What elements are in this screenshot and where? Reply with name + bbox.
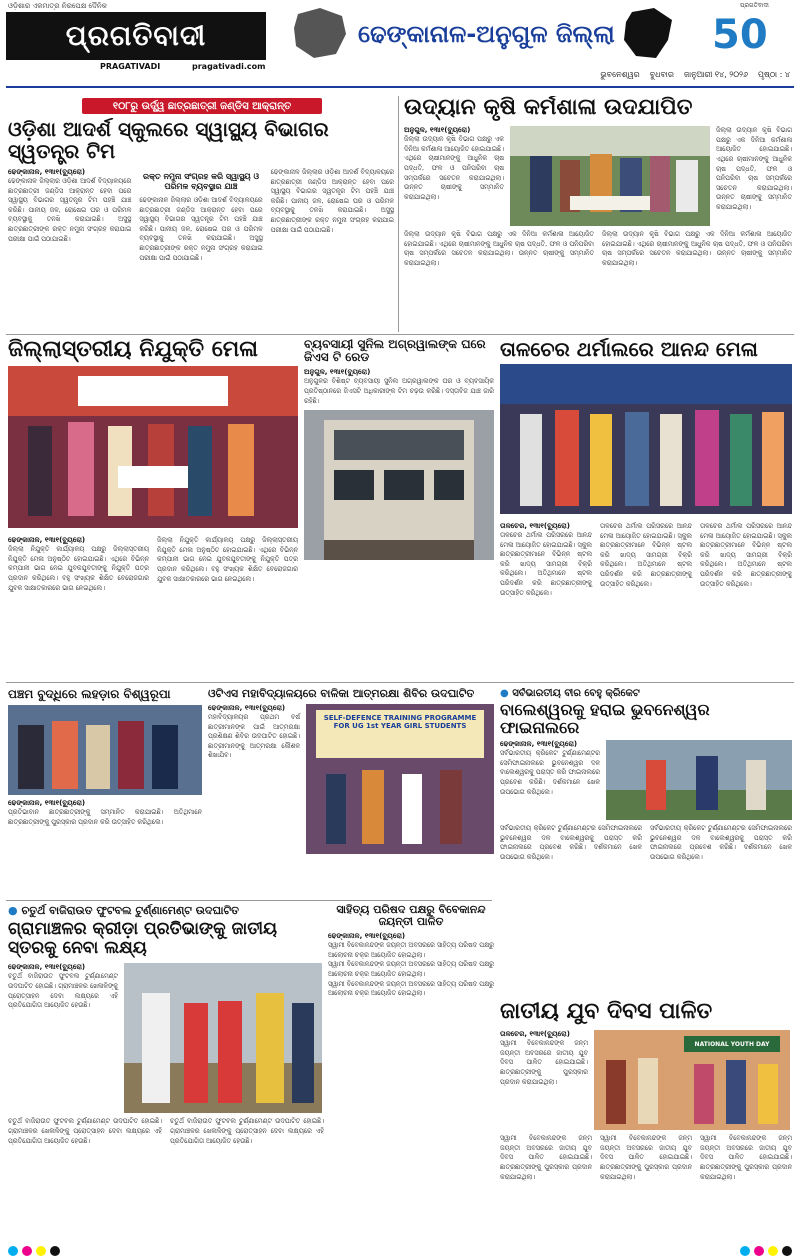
horticulture-article[interactable] — [404, 96, 792, 332]
literature-body-3: ସ୍ୱାମୀ ବିବେକାନନ୍ଦଙ୍କ ଜୟନ୍ତୀ ଅବସରରେ ସାହିତ୍ୟ ପରିଷଦ ପକ୍ଷରୁ ଆଲୋଚନା ଚକ୍ର ଆୟୋଜିତ ହୋଇଥିଲା। — [328, 979, 494, 998]
talcher-fair-article[interactable] — [500, 338, 792, 678]
talent-article[interactable] — [8, 688, 202, 878]
horticulture-body: ଜିଲ୍ଲା ଉଦ୍ୟାନ କୃଷି ବିଭାଗ ପକ୍ଷରୁ ଏକ ଦିନିଆ କର୍ମଶାଳା ଆୟୋଜିତ ହୋଇଯାଇଛି। ଏଥିରେ ଚାଷୀମାନଙ୍କୁ ଆଧୁନିକ ଚାଷ ପଦ୍ଧତି, ଫଳ ଓ ପନିପରିବା ଚାଷ ସମ୍ପର୍କରେ ସଚେତନ କରାଯାଇଥିଲା। ଉନ୍ନତ ଚାଷୀଙ୍କୁ ସମ୍ମାନିତ କରାଯାଇଥିଲା। — [404, 135, 504, 201]
talent-headline[interactable]: ପଞ୍ଚମ ବୁଦ୍ଧିରେ ଲହଡ଼ାର ବିଶ୍ୱରୂପା — [8, 688, 171, 701]
black-mark — [50, 1246, 60, 1256]
district-title: ଢେଙ୍କାନାଳ-ଅନୁଗୁଳ ଜିଲ୍ଲା — [358, 20, 615, 48]
masthead-rule — [6, 86, 794, 88]
youth-day-photo[interactable] — [594, 1030, 790, 1130]
job-fair-headline[interactable]: ଜିଲ୍ଲାସ୍ତରୀୟ ନିଯୁକ୍ତି ମେଳା — [8, 338, 258, 362]
gst-raid-photo[interactable] — [304, 410, 494, 560]
self-defence-article[interactable] — [208, 688, 494, 878]
job-fair-photo[interactable] — [8, 366, 298, 528]
talent-byline: ଢେଙ୍କାନାଳ, ୧୩ା୧(ବ୍ୟୁରୋ) — [8, 799, 86, 808]
cricket-kicker — [500, 688, 792, 699]
district-map-icon — [618, 6, 678, 62]
job-fair-body: ଜିଲ୍ଲା ନିଯୁକ୍ତି କାର୍ଯ୍ୟାଳୟ ପକ୍ଷରୁ ଜିଲ୍ଲାସ୍ତରୀୟ ନିଯୁକ୍ତି ମେଳା ଅନୁଷ୍ଠିତ ହୋଇଯାଇଛି। ଏଥିରେ ବିଭିନ୍ନ କମ୍ପାନୀ ଭାଗ ନେଇ ଯୁବକଯୁବତୀଙ୍କୁ ନିଯୁକ୍ତି ପତ୍ର ପ୍ରଦାନ କରିଥିଲେ। ବହୁ ସଂଖ୍ୟକ ଶିକ୍ଷିତ ବେରୋଜଗାର ଯୁବକ ସାକ୍ଷାତକାରରେ ଭାଗ ନେଇଥିଲେ। — [8, 545, 149, 592]
masthead — [0, 0, 800, 86]
job-fair-byline: ଢେଙ୍କାନାଳ, ୧୩ା୧(ବ୍ୟୁରୋ) — [8, 536, 86, 545]
talcher-fair-byline: ତାଳଚେର, ୧୩ା୧(ବ୍ୟୁରୋ) — [500, 522, 570, 530]
horticulture-photo[interactable] — [510, 126, 710, 226]
cricket-byline: ଢେଙ୍କାନାଳ, ୧୩ା୧(ବ୍ୟୁରୋ) — [500, 740, 578, 749]
masthead-tagline: ଓଡ଼ିଶାର ଏକମାତ୍ର ନିରପେକ୍ଷ ଦୈନିକ — [8, 2, 107, 10]
gst-raid-headline[interactable]: ବ୍ୟବସାୟୀ ସୁନିଲ ଅଗ୍ରୱାଲଙ୍କ ଘରେ ଜିଏସ ଟି ରେଡ — [304, 338, 486, 365]
youth-day-headline[interactable]: ଜାତୀୟ ଯୁବ ଦିବସ ପାଳିତ — [500, 1000, 713, 1024]
anniversary-number: 50 — [712, 12, 768, 58]
date-full: ଜାନୁଆରୀ ୧୪, ୨୦୨୬ — [683, 70, 749, 79]
school-team-headline[interactable]: ଓଡ଼ିଶା ଆଦର୍ଶ ସ୍କୁଲରେ ସ୍ୱାସ୍ଥ୍ୟ ବିଭାଗର ସ୍ୱତନ୍ତ୍ର ଟିମ — [8, 118, 329, 163]
talcher-fair-body-2: ତାଳଚେର ଥର୍ମାଲ ପରିସରରେ ଆନନ୍ଦ ମେଳା ଆୟୋଜିତ ହୋଇଯାଇଛି। ସ୍କୁଲ ଛାତ୍ରଛାତ୍ରୀମାନେ ବିଭିନ୍ନ ଷ୍ଟଲ କରି ଖାଦ୍ୟ ସାମଗ୍ରୀ ବିକ୍ରି କରିଥିଲେ। ଅତିଥିମାନେ ଷ୍ଟଲ ପରିଦର୍ଶନ କରି ଛାତ୍ରଛାତ୍ରୀଙ୍କୁ ଉତ୍ସାହିତ କରିଥିଲେ। — [600, 522, 692, 588]
school-team-body: ଢେଙ୍କାନାଳ ଜିଲ୍ଲାର ଓଡ଼ିଶା ଆଦର୍ଶ ବିଦ୍ୟାଳୟରେ ଛାତ୍ରଛାତ୍ରୀ ଜଣ୍ଡିସ ଆକ୍ରାନ୍ତ ହେବା ପରେ ସ୍ୱାସ୍ଥ୍ୟ ବିଭାଗର ସ୍ୱତନ୍ତ୍ର ଟିମ ପହଞ୍ଚି ଯାଞ୍ଚ କରିଛି। ପାନୀୟ ଜଳ, ରୋଷେଇ ଘର ଓ ପରିମଳ ବ୍ୟବସ୍ଥାକୁ ତନଖି କରାଯାଇଛି। ଅସୁସ୍ଥ ଛାତ୍ରଛାତ୍ରୀଙ୍କ ରକ୍ତ ନମୁନା ସଂଗ୍ରହ କରାଯାଇ ପରୀକ୍ଷା ପାଇଁ ପଠାଯାଇଛି। — [8, 177, 132, 243]
yellow-mark — [36, 1246, 46, 1256]
cricket-article[interactable] — [500, 688, 792, 894]
cyan-mark — [8, 1246, 18, 1256]
horticulture-body-4: ଜିଲ୍ଲା ଉଦ୍ୟାନ କୃଷି ବିଭାଗ ପକ୍ଷରୁ ଏକ ଦିନିଆ କର୍ମଶାଳା ଆୟୋଜିତ ହୋଇଯାଇଛି। ଏଥିରେ ଚାଷୀମାନଙ୍କୁ ଆଧୁନିକ ଚାଷ ପଦ୍ଧତି, ଫଳ ଓ ପନିପରିବା ଚାଷ ସମ୍ପର୍କରେ ସଚେତନ କରାଯାଇଥିଲା। ଉନ୍ନତ ଚାଷୀଙ୍କୁ ସମ୍ମାନିତ କରାଯାଇଥିଲା। — [602, 230, 792, 267]
school-team-article[interactable] — [8, 118, 394, 332]
cricket-kicker-text: ସର୍ବଭାରତୀୟ ବୀର ବେହୁ କ୍ରିକେଟ — [512, 688, 640, 699]
literature-byline: ଢେଙ୍କାନାଳ, ୧୩ା୧(ବ୍ୟୁରୋ) — [328, 932, 406, 941]
job-fair-article[interactable] — [8, 338, 298, 678]
bullet-icon: ● — [8, 904, 18, 917]
talent-photo[interactable] — [8, 705, 202, 795]
yellow-mark — [768, 1246, 778, 1256]
literature-body: ସ୍ୱାମୀ ବିବେକାନନ୍ଦଙ୍କ ଜୟନ୍ତୀ ଅବସରରେ ସାହିତ୍ୟ ପରିଷଦ ପକ୍ଷରୁ ଆଲୋଚନା ଚକ୍ର ଆୟୋଜିତ ହୋଇଥିଲା। — [328, 941, 494, 959]
page-number: ପୃଷ୍ଠା : ୪ — [758, 70, 790, 79]
football-headline[interactable]: ଗ୍ରାମାଞ୍ଚଳର କ୍ରୀଡ଼ା ପ୍ରତିଭାଙ୍କୁ ଜାତୀୟ ସ୍ତରକୁ ନେବା ଲକ୍ଷ୍ୟ — [8, 919, 278, 958]
magenta-mark — [754, 1246, 764, 1256]
youth-day-body: ସ୍ୱାମୀ ବିବେକାନନ୍ଦଙ୍କ ଜନ୍ମ ଜୟନ୍ତୀ ଅବସରରେ ଜାତୀୟ ଯୁବ ଦିବସ ପାଳିତ ହୋଇଯାଇଛି। ଛାତ୍ରଛାତ୍ରୀଙ୍କୁ ପୁରସ୍କାର ପ୍ରଦାନ କରାଯାଇଥିଲା। — [500, 1039, 588, 1086]
talcher-fair-photo[interactable] — [500, 364, 792, 514]
cricket-body-2: ସର୍ବଭାରତୀୟ କ୍ରିକେଟ ଟୁର୍ଣ୍ଣାମେଣ୍ଟର ସେମିଫାଇନାଲରେ ଭୁବନେଶ୍ୱର ଦଳ ବାଲେଶ୍ୱରକୁ ପରାସ୍ତ କରି ଫାଇନାଲରେ ପ୍ରବେଶ କରିଛି। ଦର୍ଶକମାନେ ଖେଳ ଉପଭୋଗ କରିଥିଲେ। — [500, 824, 642, 861]
cricket-body: ସର୍ବଭାରତୀୟ କ୍ରିକେଟ ଟୁର୍ଣ୍ଣାମେଣ୍ଟର ସେମିଫାଇନାଲରେ ଭୁବନେଶ୍ୱର ଦଳ ବାଲେଶ୍ୱରକୁ ପରାସ୍ତ କରି ଫାଇନାଲରେ ପ୍ରବେଶ କରିଛି। ଦର୍ଶକମାନେ ଖେଳ ଉପଭୋଗ କରିଥିଲେ। — [500, 749, 600, 796]
gst-raid-byline: ଅନୁଗୁଳ, ୧୩ା୧(ବ୍ୟୁରୋ) — [304, 368, 371, 377]
youth-day-banner: NATIONAL YOUTH DAY — [684, 1036, 780, 1052]
youth-day-body-2: ସ୍ୱାମୀ ବିବେକାନନ୍ଦଙ୍କ ଜନ୍ମ ଜୟନ୍ତୀ ଅବସରରେ ଜାତୀୟ ଯୁବ ଦିବସ ପାଳିତ ହୋଇଯାଇଛି। ଛାତ୍ରଛାତ୍ରୀଙ୍କୁ ପୁରସ୍କାର ପ୍ରଦାନ କରାଯାଇଥିଲା। — [500, 1134, 592, 1181]
school-team-byline: ଢେଙ୍କାନାଳ, ୧୩ା୧(ବ୍ୟୁରୋ) — [8, 168, 86, 176]
youth-day-body-4: ସ୍ୱାମୀ ବିବେକାନନ୍ଦଙ୍କ ଜନ୍ମ ଜୟନ୍ତୀ ଅବସରରେ ଜାତୀୟ ଯୁବ ଦିବସ ପାଳିତ ହୋଇଯାଇଛି। ଛାତ୍ରଛାତ୍ରୀଙ୍କୁ ପୁରସ୍କାର ପ୍ରଦାନ କରାଯାଇଥିଲା। — [700, 1134, 792, 1181]
job-fair-body-2: ଜିଲ୍ଲା ନିଯୁକ୍ତି କାର୍ଯ୍ୟାଳୟ ପକ୍ଷରୁ ଜିଲ୍ଲାସ୍ତରୀୟ ନିଯୁକ୍ତି ମେଳା ଅନୁଷ୍ଠିତ ହୋଇଯାଇଛି। ଏଥିରେ ବିଭିନ୍ନ କମ୍ପାନୀ ଭାଗ ନେଇ ଯୁବକଯୁବତୀଙ୍କୁ ନିଯୁକ୍ତି ପତ୍ର ପ୍ରଦାନ କରିଥିଲେ। ବହୁ ସଂଖ୍ୟକ ଶିକ୍ଷିତ ବେରୋଜଗାର ଯୁବକ ସାକ୍ଷାତକାରରେ ଭାଗ ନେଇଥିଲେ। — [157, 536, 298, 583]
section-divider — [6, 334, 794, 335]
school-team-subhead: ରକ୍ତ ନମୁନା ସଂଗ୍ରହ କରି ସ୍ୱାସ୍ଥ୍ୟ ଓ ପରିମଳ ବ୍ୟବସ୍ଥାର ଯାଞ୍ଚ — [143, 172, 259, 191]
self-defence-headline[interactable]: ଓଟିଏସ ମହାବିଦ୍ୟାଳୟରେ ବାଳିକା ଆତ୍ମରକ୍ଷା ଶିବିର ଉଦଘାଟିତ — [208, 688, 475, 700]
horticulture-body-3: ଜିଲ୍ଲା ଉଦ୍ୟାନ କୃଷି ବିଭାଗ ପକ୍ଷରୁ ଏକ ଦିନିଆ କର୍ମଶାଳା ଆୟୋଜିତ ହୋଇଯାଇଛି। ଏଥିରେ ଚାଷୀମାନଙ୍କୁ ଆଧୁନିକ ଚାଷ ପଦ୍ଧତି, ଫଳ ଓ ପନିପରିବା ଚାଷ ସମ୍ପର୍କରେ ସଚେତନ କରାଯାଇଥିଲା। ଉନ୍ନତ ଚାଷୀଙ୍କୁ ସମ୍ମାନିତ କରାଯାଇଥିଲା। — [404, 230, 594, 267]
section-divider-3 — [6, 900, 492, 901]
date-city: ଭୁବନେଶ୍ୱର — [600, 70, 640, 79]
youth-day-byline: ତାଳଚେର, ୧୩ା୧(ବ୍ୟୁରୋ) — [500, 1030, 570, 1039]
self-defence-body: ମହାବିଦ୍ୟାଳୟର ପ୍ରଥମ ବର୍ଷ ଛାତ୍ରୀମାନଙ୍କ ପାଇଁ ଆତ୍ମରକ୍ଷା ପ୍ରଶିକ୍ଷଣ ଶିବିର ଉଦଘାଟିତ ହୋଇଛି। ଛାତ୍ରୀମାନଙ୍କୁ ଆତ୍ମରକ୍ଷା କୌଶଳ ଶିଖାଯିବ। — [208, 713, 300, 760]
date-bar — [560, 70, 790, 84]
self-defence-photo[interactable] — [306, 704, 494, 854]
horticulture-photo-image — [510, 126, 710, 226]
football-article[interactable] — [8, 904, 324, 1244]
gst-raid-article[interactable] — [304, 338, 494, 678]
section-divider-2 — [6, 682, 794, 683]
cricket-headline[interactable]: ବାଲେଶ୍ୱରକୁ ହରାଇ ଭୁବନେଶ୍ୱର ଫାଇନାଲରେ — [500, 700, 710, 737]
horticulture-body-2: ଜିଲ୍ଲା ଉଦ୍ୟାନ କୃଷି ବିଭାଗ ପକ୍ଷରୁ ଏକ ଦିନିଆ କର୍ମଶାଳା ଆୟୋଜିତ ହୋଇଯାଇଛି। ଏଥିରେ ଚାଷୀମାନଙ୍କୁ ଆଧୁନିକ ଚାଷ ପଦ୍ଧତି, ଫଳ ଓ ପନିପରିବା ଚାଷ ସମ୍ପର୍କରେ ସଚେତନ କରାଯାଇଥିଲା। ଉନ୍ନତ ଚାଷୀଙ୍କୁ ସମ୍ମାନିତ କରାଯାଇଥିଲା। — [716, 126, 792, 211]
talcher-fair-body-3: ତାଳଚେର ଥର୍ମାଲ ପରିସରରେ ଆନନ୍ଦ ମେଳା ଆୟୋଜିତ ହୋଇଯାଇଛି। ସ୍କୁଲ ଛାତ୍ରଛାତ୍ରୀମାନେ ବିଭିନ୍ନ ଷ୍ଟଲ କରି ଖାଦ୍ୟ ସାମଗ୍ରୀ ବିକ୍ରି କରିଥିଲେ। ଅତିଥିମାନେ ଷ୍ଟଲ ପରିଦର୍ଶନ କରି ଛାତ୍ରଛାତ୍ରୀଙ୍କୁ ଉତ୍ସାହିତ କରିଥିଲେ। — [700, 522, 792, 588]
literature-article[interactable] — [328, 904, 494, 1244]
logo-subtitle: PRAGATIVADI — [100, 62, 161, 71]
horticulture-headline[interactable]: ଉଦ୍ୟାନ କୃଷି କର୍ମଶାଳା ଉଦଯାପିତ — [404, 96, 693, 120]
football-body: ଚତୁର୍ଥ ବାଜିରାଉତ ଫୁଟବଲ ଟୁର୍ଣ୍ଣାମେଣ୍ଟ ଉଦଘାଟିତ ହୋଇଛି। ଗ୍ରାମାଞ୍ଚଳର ଖେଳାଳିଙ୍କୁ ପ୍ରୋତ୍ସାହନ ଦେବା ଲକ୍ଷ୍ୟରେ ଏହି ପ୍ରତିଯୋଗିତା ଆୟୋଜିତ ହେଉଛି। — [8, 972, 118, 1010]
football-body-2: ଚତୁର୍ଥ ବାଜିରାଉତ ଫୁଟବଲ ଟୁର୍ଣ୍ଣାମେଣ୍ଟ ଉଦଘାଟିତ ହୋଇଛି। ଗ୍ରାମାଞ୍ଚଳର ଖେଳାଳିଙ୍କୁ ପ୍ରୋତ୍ସାହନ ଦେବା ଲକ୍ଷ୍ୟରେ ଏହି ପ୍ରତିଯୋଗିତା ଆୟୋଜିତ ହେଉଛି। — [8, 1117, 162, 1145]
football-photo[interactable] — [124, 963, 322, 1113]
talent-body: ପ୍ରତିଭାବାନ ଛାତ୍ରଛାତ୍ରୀଙ୍କୁ ସମ୍ମାନିତ କରାଯାଇଛି। ଅତିଥିମାନେ ଛାତ୍ରଛାତ୍ରୀଙ୍କୁ ପୁରସ୍କାର ପ୍ରଦାନ କରି ଉତ୍ସାହିତ କରିଥିଲେ। — [8, 808, 202, 826]
newspaper-logo[interactable]: ପ୍ରଗତିବାଦୀ — [6, 12, 266, 60]
youth-day-body-3: ସ୍ୱାମୀ ବିବେକାନନ୍ଦଙ୍କ ଜନ୍ମ ଜୟନ୍ତୀ ଅବସରରେ ଜାତୀୟ ଯୁବ ଦିବସ ପାଳିତ ହୋଇଯାଇଛି। ଛାତ୍ରଛାତ୍ରୀଙ୍କୁ ପୁରସ୍କାର ପ୍ରଦାନ କରାଯାଇଥିଲା। — [600, 1134, 692, 1181]
bullet-icon: ● — [500, 688, 509, 699]
youth-day-article[interactable] — [500, 1000, 792, 1244]
school-team-body-3: ଢେଙ୍କାନାଳ ଜିଲ୍ଲାର ଓଡ଼ିଶା ଆଦର୍ଶ ବିଦ୍ୟାଳୟରେ ଛାତ୍ରଛାତ୍ରୀ ଜଣ୍ଡିସ ଆକ୍ରାନ୍ତ ହେବା ପରେ ସ୍ୱାସ୍ଥ୍ୟ ବିଭାଗର ସ୍ୱତନ୍ତ୍ର ଟିମ ପହଞ୍ଚି ଯାଞ୍ଚ କରିଛି। ପାନୀୟ ଜଳ, ରୋଷେଇ ଘର ଓ ପରିମଳ ବ୍ୟବସ୍ଥାକୁ ତନଖି କରାଯାଇଛି। ଅସୁସ୍ଥ ଛାତ୍ରଛାତ୍ରୀଙ୍କ ରକ୍ତ ନମୁନା ସଂଗ୍ରହ କରାଯାଇ ପରୀକ୍ଷା ପାଇଁ ପଠାଯାଇଛି। — [270, 168, 394, 234]
football-kicker — [8, 904, 324, 918]
football-byline: ଢେଙ୍କାନାଳ, ୧୩ା୧(ବ୍ୟୁରୋ) — [8, 963, 86, 972]
cricket-photo[interactable] — [606, 740, 792, 820]
column-divider — [398, 96, 399, 332]
literature-body-2: ସ୍ୱାମୀ ବିବେକାନନ୍ଦଙ୍କ ଜୟନ୍ତୀ ଅବସରରେ ସାହିତ୍ୟ ପରିଷଦ ପକ୍ଷରୁ ଆଲୋଚନା ଚକ୍ର ଆୟୋଜିତ ହୋଇଥିଲା। — [328, 960, 494, 978]
gst-raid-body: ଅନୁଗୁଳର ବିଶିଷ୍ଟ ବ୍ୟବସାୟୀ ସୁନିଲ ଅଗ୍ରୱାଲଙ୍କ ଘର ଓ ବ୍ୟବସାୟିକ ପ୍ରତିଷ୍ଠାନରେ ଜିଏସଟି ଅଧିକାରୀଙ୍କ ଟିମ ଚଢ଼ଉ କରିଛି। ଦସ୍ତାବିଜ ଯାଞ୍ଚ ଜାରି ରହିଛି। — [304, 377, 494, 405]
anniversary-label: ପ୍ରଗତିବାଦୀ — [740, 2, 769, 9]
black-mark — [782, 1246, 792, 1256]
self-defence-byline: ଢେଙ୍କାନାଳ, ୧୩ା୧(ବ୍ୟୁରୋ) — [208, 704, 286, 713]
talcher-fair-body: ତାଳଚେର ଥର୍ମାଲ ପରିସରରେ ଆନନ୍ଦ ମେଳା ଆୟୋଜିତ ହୋଇଯାଇଛି। ସ୍କୁଲ ଛାତ୍ରଛାତ୍ରୀମାନେ ବିଭିନ୍ନ ଷ୍ଟଲ କରି ଖାଦ୍ୟ ସାମଗ୍ରୀ ବିକ୍ରି କରିଥିଲେ। ଅତିଥିମାନେ ଷ୍ଟଲ ପରିଦର୍ଶନ କରି ଛାତ୍ରଛାତ୍ରୀଙ୍କୁ ଉତ୍ସାହିତ କରିଥିଲେ। — [500, 531, 592, 597]
talcher-fair-headline[interactable]: ତାଳଚେର ଥର୍ମାଲରେ ଆନନ୍ଦ ମେଳା — [500, 338, 758, 361]
date-day: ବୁଧବାର — [649, 70, 674, 79]
football-kicker-text: ଚତୁର୍ଥ ବାଜିରାଉତ ଫୁଟବଲ ଟୁର୍ଣ୍ଣାମେଣ୍ଟ ଉଦଘାଟିତ — [21, 904, 239, 917]
cyan-mark — [740, 1246, 750, 1256]
cricket-body-3: ସର୍ବଭାରତୀୟ କ୍ରିକେଟ ଟୁର୍ଣ୍ଣାମେଣ୍ଟର ସେମିଫାଇନାଲରେ ଭୁବନେଶ୍ୱର ଦଳ ବାଲେଶ୍ୱରକୁ ପରାସ୍ତ କରି ଫାଇନାଲରେ ପ୍ରବେଶ କରିଛି। ଦର୍ଶକମାନେ ଖେଳ ଉପଭୋଗ କରିଥିଲେ। — [650, 824, 792, 861]
horticulture-byline: ଅନୁଗୁଳ, ୧୩ା୧(ବ୍ୟୁରୋ) — [404, 126, 471, 135]
school-team-kicker: ୧୦୮ରୁ ଉର୍ଦ୍ଧ୍ୱ ଛାତ୍ରଛାତ୍ରୀ ଜଣ୍ଡିସ ଆକ୍ରାନ୍ତ — [82, 98, 322, 114]
school-team-body-2: ଢେଙ୍କାନାଳ ଜିଲ୍ଲାର ଓଡ଼ିଶା ଆଦର୍ଶ ବିଦ୍ୟାଳୟରେ ଛାତ୍ରଛାତ୍ରୀ ଜଣ୍ଡିସ ଆକ୍ରାନ୍ତ ହେବା ପରେ ସ୍ୱାସ୍ଥ୍ୟ ବିଭାଗର ସ୍ୱତନ୍ତ୍ର ଟିମ ପହଞ୍ଚି ଯାଞ୍ଚ କରିଛି। ପାନୀୟ ଜଳ, ରୋଷେଇ ଘର ଓ ପରିମଳ ବ୍ୟବସ୍ଥାକୁ ତନଖି କରାଯାଇଛି। ଅସୁସ୍ଥ ଛାତ୍ରଛାତ୍ରୀଙ୍କ ରକ୍ତ ନମୁନା ସଂଗ୍ରହ କରାଯାଇ ପରୀକ୍ଷା ପାଇଁ ପଠାଯାଇଛି। — [139, 196, 263, 262]
logo-url[interactable]: pragativadi.com — [192, 62, 266, 71]
literature-headline[interactable]: ସାହିତ୍ୟ ପରିଷଦ ପକ୍ଷରୁ ବିବେକାନନ୍ଦ ଜୟନ୍ତୀ ପାଳିତ — [336, 904, 486, 929]
football-body-3: ଚତୁର୍ଥ ବାଜିରାଉତ ଫୁଟବଲ ଟୁର୍ଣ୍ଣାମେଣ୍ଟ ଉଦଘାଟିତ ହୋଇଛି। ଗ୍ରାମାଞ୍ଚଳର ଖେଳାଳିଙ୍କୁ ପ୍ରୋତ୍ସାହନ ଦେବା ଲକ୍ଷ୍ୟରେ ଏହି ପ୍ରତିଯୋଗିତା ଆୟୋଜିତ ହେଉଛି। — [170, 1117, 324, 1145]
odisha-map-icon — [290, 4, 350, 62]
magenta-mark — [22, 1246, 32, 1256]
self-defence-banner: SELF-DEFENCE TRAINING PROGRAMME FOR UG 1st YEAR GIRL STUDENTS — [316, 710, 484, 758]
